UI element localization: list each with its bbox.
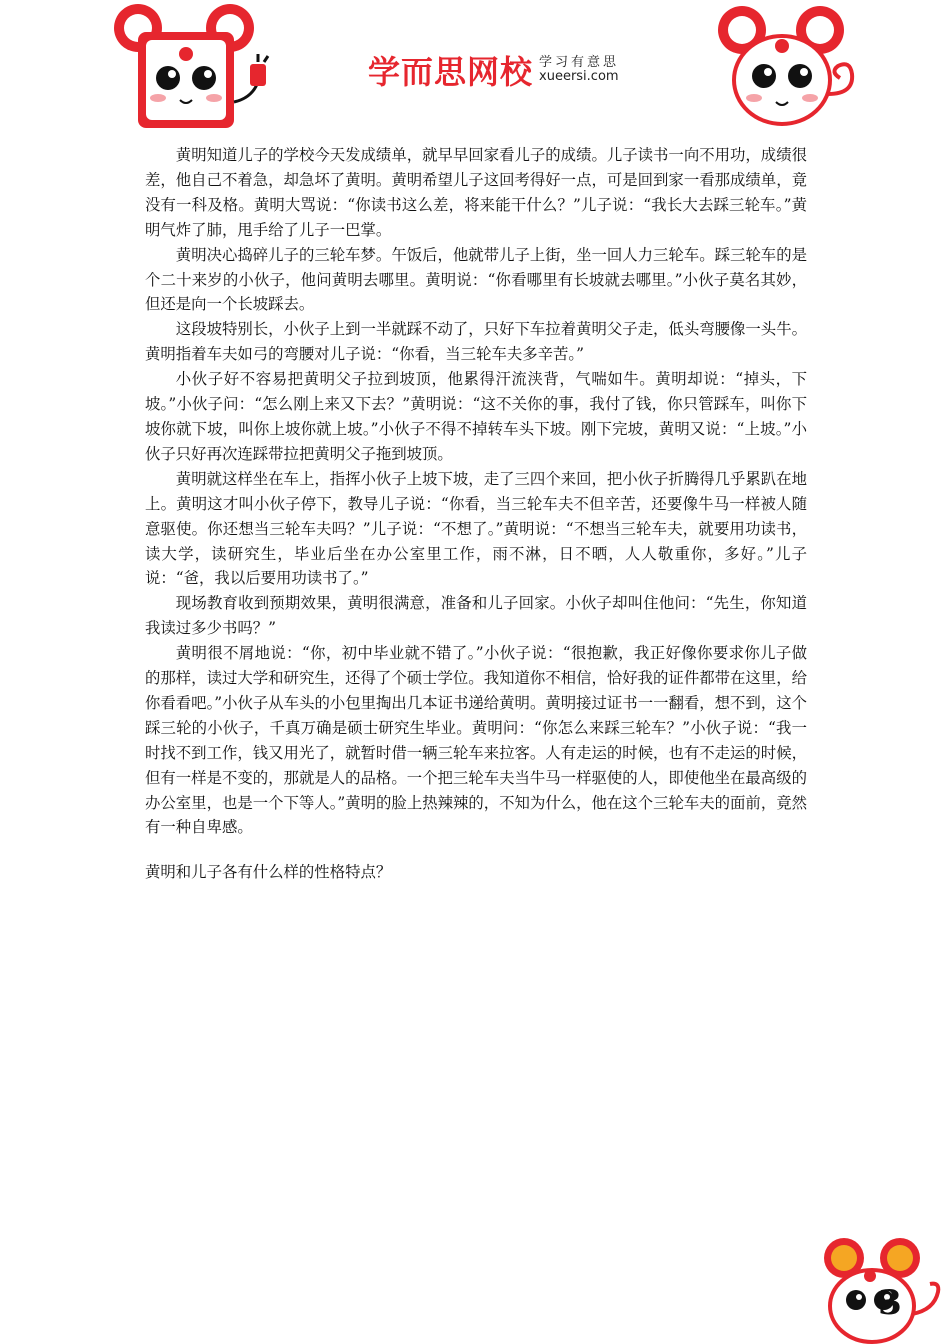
paragraph: 小伙子好不容易把黄明父子拉到坡顶，他累得汗流浃背，气喘如牛。黄明却说：“掉头，下坡。”小伙子问：“怎么刚上来又下去？”黄明说：“这不关你的事，我付了钱，你只管踩车，叫你下坡你就下坡，叫你上坡你就上坡。”小伙子不得不掉转车头下坡。刚下完坡，黄明又说：“上坡。”小伙子只好再次连踩带拉把黄明父子拖到坡顶。 xyxy=(145,370,807,463)
paragraph: 黄明很不屑地说：“你，初中毕业就不错了。”小伙子说：“很抱歉，我正好像你要求你儿子做的那样，读过大学和研究生，还得了个硕士学位。我知道你不相信，恰好我的证件都带在这里，给你看看吧。”小伙子从车头的小包里掏出几本证书递给黄明。黄明接过证书一一翻看，想不到，这个踩三轮的小伙子，千真万确是硕士研究生毕业。黄明问：“你怎么来踩三轮车？”小伙子说：“我一时找不到工作，钱又用光了，就暂时借一辆三轮车来拉客。人有走运的时候，也有不走运的时候，但有一样是不变的，那就是人的品格。一个把三轮车夫当牛马一样驱使的人，即使他坐在最高级的办公室里，也是一个下等人。”黄明的脸上热辣辣的，不知为什么，他在这个三轮车夫的面前，竟然有一种自卑感。 xyxy=(145,644,807,837)
paragraph: 现场教育收到预期效果，黄明很满意，准备和儿子回家。小伙子却叫住他问：“先生，你知道我读过多少书吗？” xyxy=(145,594,807,638)
paragraph: 黄明知道儿子的学校今天发成绩单，就早早回家看儿子的成绩。儿子读书一向不用功，成绩很差，他自己不着急，却急坏了黄明。黄明希望儿子这回考得好一点，可是回到家一看那成绩单，竟没有一科及格。黄明大骂说：“你读书这么差，将来能干什么？”儿子说：“我长大去踩三轮车。”黄明气炸了肺，甩手给了儿子一巴掌。 xyxy=(145,146,807,239)
page-number: 3 xyxy=(878,1283,902,1323)
logo xyxy=(368,48,619,92)
story-text xyxy=(145,143,807,840)
logo-slogan: 学习有意思 xyxy=(539,55,620,71)
mascot-right-icon xyxy=(712,2,870,132)
paragraph: 黄明就这样坐在车上，指挥小伙子上坡下坡，走了三四个来回，把小伙子折腾得几乎累趴在地上。黄明这才叫小伙子停下，教导儿子说：“你看，当三轮车夫不但辛苦，还要像牛马一样被人随意驱使。你还想当三轮车夫吗？”儿子说：“不想了。”黄明说：“不想当三轮车夫，就要用功读书，读大学，读研究生，毕业后坐在办公室里工作，雨不淋，日不晒，人人敬重你，多好。”儿子说：“爸，我以后要用功读书了。” xyxy=(145,469,807,588)
paragraph: 黄明决心捣碎儿子的三轮车梦。午饭后，他就带儿子上街，坐一回人力三轮车。踩三轮车的是个二十来岁的小伙子，他问黄明去哪里。黄明说：“你看哪里有长坡就去哪里。”小伙子莫名其妙，但还是向一个长坡踩去。 xyxy=(145,245,807,314)
page-header xyxy=(0,0,950,140)
paragraph: 这段坡特别长，小伙子上到一半就踩不动了，只好下车拉着黄明父子走，低头弯腰像一头牛。黄明指着车夫如弓的弯腰对儿子说：“你看，当三轮车夫多辛苦。” xyxy=(145,320,807,364)
question: 黄明和儿子各有什么样的性格特点？ xyxy=(145,863,392,881)
logo-title: 学而思网校 xyxy=(368,53,534,91)
mascot-left-icon xyxy=(108,2,280,134)
logo-domain: xueersi.com xyxy=(539,69,619,84)
logo-side xyxy=(539,56,619,83)
